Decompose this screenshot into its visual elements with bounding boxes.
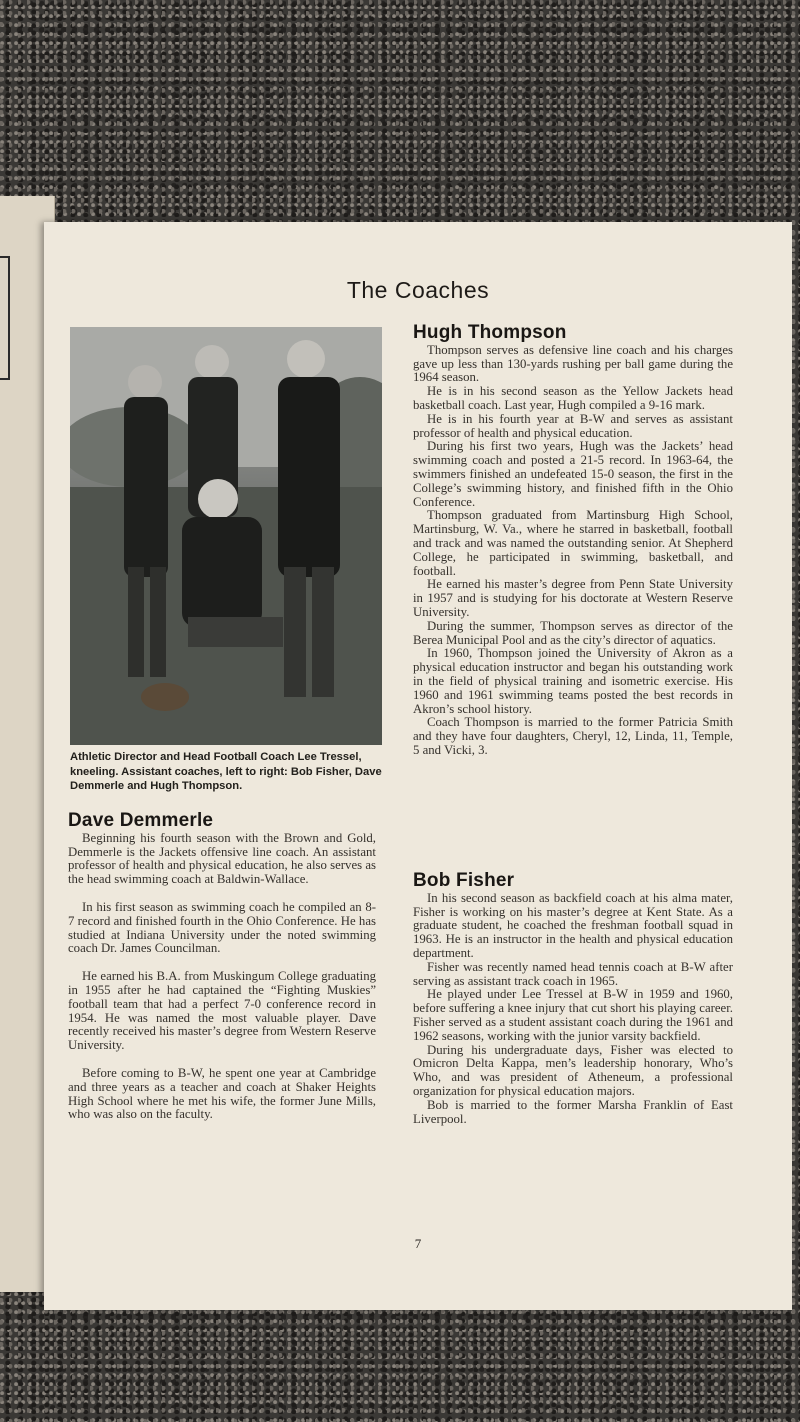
program-page <box>44 222 792 1310</box>
hugh-thompson-section <box>413 322 733 758</box>
hugh-paragraph: Thompson serves as defensive line coach and his charges gave up less than 130-yards rushing per ball game during the 1964 season. <box>413 342 733 385</box>
dave-paragraph: Before coming to B-W, he spent one year at Cambridge and three years as a teacher and coach at Shaker Heights High School where he met his wife, the former June Mills, who was also on the faculty. <box>68 1065 376 1122</box>
page-title: The Coaches <box>346 277 490 303</box>
hugh-paragraph: Thompson graduated from Martinsburg High School, Martinsburg, W. Va., where he starred in basketball, football and track and was named the outstanding senior. At Shepherd College, he participated in swimming, basketball, and football. <box>413 508 733 578</box>
hugh-thompson-heading: Hugh Thompson <box>413 322 567 343</box>
hugh-paragraph: In 1960, Thompson joined the University of Akron as a physical education instructor and began his outstanding work in the field of physical training and isometric exercise. His 1960 and 1961 swimming teams posted the best records in Akron’s school history. <box>413 646 733 716</box>
coaches-photo <box>70 327 382 745</box>
bob-paragraph: Fisher was recently named head tennis coach at B-W after serving as assistant track coach in 1965. <box>413 959 733 988</box>
hugh-paragraph: He is in his second season as the Yellow Jackets head basketball coach. Last year, Hugh compiled a 9-16 mark. <box>413 384 733 412</box>
dave-paragraph: Beginning his fourth season with the Brown and Gold, Demmerle is the Jackets offensive line coach. An assistant professor of health and physical education, he also serves as the head swimming coach at Baldwin-Wallace. <box>68 830 376 887</box>
page-number: 7 <box>414 1236 422 1251</box>
bob-fisher-section <box>413 870 733 1126</box>
dave-paragraph: In his first season as swimming coach he compiled an 8-7 record and finished fourth in the Ohio Conference. He has studied at Indiana University under the noted swimming coach Dr. James Councilman. <box>68 899 376 956</box>
hugh-paragraph: He earned his master’s degree from Penn State University in 1957 and is studying for his doctorate at Western Reserve University. <box>413 577 733 619</box>
hugh-paragraph: Coach Thompson is married to the former Patricia Smith and they have four daughters, Cheryl, 12, Linda, 11, Temple, 5 and Vicki, 3. <box>413 715 733 757</box>
dave-demmerle-section <box>68 810 376 1122</box>
hugh-paragraph: During the summer, Thompson serves as director of the Berea Municipal Pool and as the city’s director of aquatics. <box>413 618 733 647</box>
photo-caption: Athletic Director and Head Football Coach Lee Tressel, kneeling. Assistant coaches, left to right: Bob Fisher, Dave Demmerle and Hugh Thompson. <box>70 751 382 792</box>
dave-demmerle-heading: Dave Demmerle <box>68 810 214 831</box>
hugh-paragraph: During his first two years, Hugh was the Jackets’ head swimming coach and posted a 21-5 record. In 1963-64, the swimmers finished an undefeated 15-0 season, the first in the College’s swimming history, and finished fifth in the Ohio Conference. <box>413 439 733 509</box>
bob-paragraph: He played under Lee Tressel at B-W in 1959 and 1960, before suffering a knee injury that cut short his playing career. Fisher served as a student assistant coach during the 1961 and 1962 seasons, working with the junior varsity backfield. <box>413 987 733 1043</box>
dave-paragraph: He earned his B.A. from Muskingum College graduating in 1955 after he had captained the “Fighting Muskies” football team that had a perfect 7-0 conference record in 1954. He was named the most valuable player. Dave recently received his master’s degree from Western Reserve University. <box>68 969 376 1053</box>
bob-paragraph: In his second season as backfield coach at his alma mater, Fisher is working on his master’s degree at Kent State. As a graduate student, he coached the freshman football squad in 1963. He is an instructor in the health and physical education department. <box>413 890 733 960</box>
hugh-paragraph: He is in his fourth year at B-W and serves as assistant professor of health and physical education. <box>413 411 733 440</box>
bob-paragraph: Bob is married to the former Marsha Franklin of East Liverpool. <box>413 1097 733 1126</box>
bob-paragraph: During his undergraduate days, Fisher was elected to Omicron Delta Kappa, men’s leadership honorary, Who’s Who, and was president of Atheneum, a professional organization for physical education majors. <box>413 1042 733 1098</box>
bob-fisher-heading: Bob Fisher <box>413 870 515 891</box>
